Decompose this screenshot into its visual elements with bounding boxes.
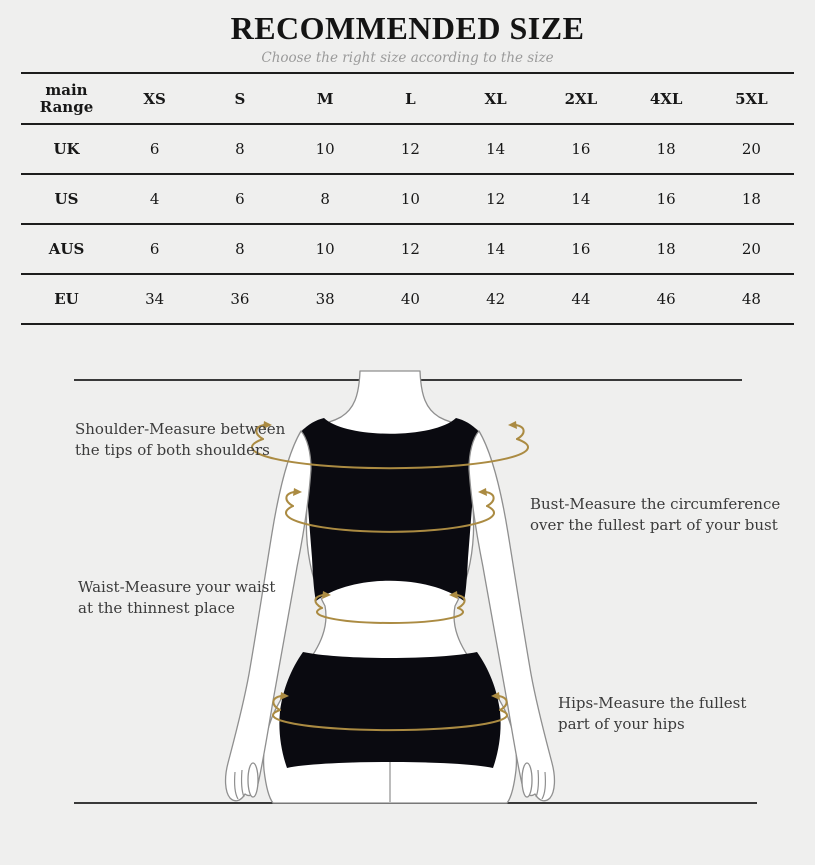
size-cell: 12: [400, 240, 420, 258]
size-cell: 34: [145, 290, 165, 308]
size-cell: 48: [741, 290, 761, 308]
size-column-header-5xl: 5XL: [735, 89, 768, 108]
page-subtitle: Choose the right size according to the size: [261, 50, 554, 66]
region-label-aus: AUS: [48, 240, 85, 258]
size-cell: 44: [571, 290, 591, 308]
size-cell: 38: [315, 290, 335, 308]
size-cell: 42: [486, 290, 506, 308]
hips-measure-label-line2: part of your hips: [558, 715, 685, 733]
size-cell: 6: [149, 140, 160, 158]
size-column-header-m: M: [316, 89, 334, 108]
corner-header-line1: main: [45, 80, 88, 99]
page-title: RECOMMENDED SIZE: [230, 10, 585, 46]
size-cell: 12: [486, 190, 506, 208]
region-label-us: US: [54, 190, 79, 208]
size-cell: 10: [400, 190, 420, 208]
right-thumb: [522, 763, 532, 797]
size-cell: 10: [315, 240, 335, 258]
waist-measure-label-line1: Waist-Measure your waist: [78, 578, 276, 596]
waist-measure-label: [78, 577, 275, 619]
size-cell: 16: [571, 140, 591, 158]
size-cell: 36: [230, 290, 250, 308]
size-column-header-2xl: 2XL: [564, 89, 598, 108]
left-thumb: [248, 763, 258, 797]
size-cell: 8: [235, 140, 245, 158]
size-column-header-xl: XL: [484, 89, 507, 108]
size-column-header-s: S: [234, 89, 246, 108]
size-cell: 6: [235, 190, 245, 208]
size-cell: 14: [571, 190, 591, 208]
size-cell: 4: [149, 190, 160, 208]
hips-measure-label: [558, 693, 746, 735]
size-cell: 12: [400, 140, 420, 158]
crop-top-shape: [301, 418, 479, 601]
size-cell: 14: [486, 240, 506, 258]
hips-measure-label-line1: Hips-Measure the fullest: [558, 694, 747, 712]
size-cell: 20: [741, 240, 761, 258]
size-cell: 20: [741, 140, 761, 158]
size-column-header-4xl: 4XL: [649, 89, 683, 108]
size-cell: 18: [656, 240, 676, 258]
size-cell: 6: [149, 240, 160, 258]
shoulder-measure-label: [75, 419, 285, 461]
waist-measure-label-line2: at the thinnest place: [78, 599, 235, 617]
size-cell: 16: [571, 240, 591, 258]
size-cell: 46: [656, 290, 676, 308]
size-cell: 10: [315, 140, 335, 158]
size-column-header-l: L: [405, 89, 416, 108]
size-column-header-xs: XS: [143, 89, 166, 108]
size-cell: 8: [320, 190, 330, 208]
bust-measure-label-line2: over the fullest part of your bust: [530, 516, 778, 534]
region-label-eu: EU: [54, 290, 79, 308]
shoulder-measure-label-line1: Shoulder-Measure between: [75, 420, 286, 438]
size-cell: 18: [656, 140, 676, 158]
size-cell: 16: [656, 190, 676, 208]
size-cell: 14: [486, 140, 506, 158]
bust-measure-label-line1: Bust-Measure the circumference: [530, 495, 781, 513]
size-cell: 8: [235, 240, 245, 258]
shoulder-measure-label-line2: the tips of both shoulders: [75, 441, 270, 459]
bust-measure-label: [530, 494, 780, 536]
shorts-shape: [279, 652, 500, 768]
corner-header-line2: Range: [39, 97, 94, 116]
region-label-uk: UK: [53, 140, 80, 158]
size-cell: 18: [741, 190, 761, 208]
size-cell: 40: [400, 290, 420, 308]
